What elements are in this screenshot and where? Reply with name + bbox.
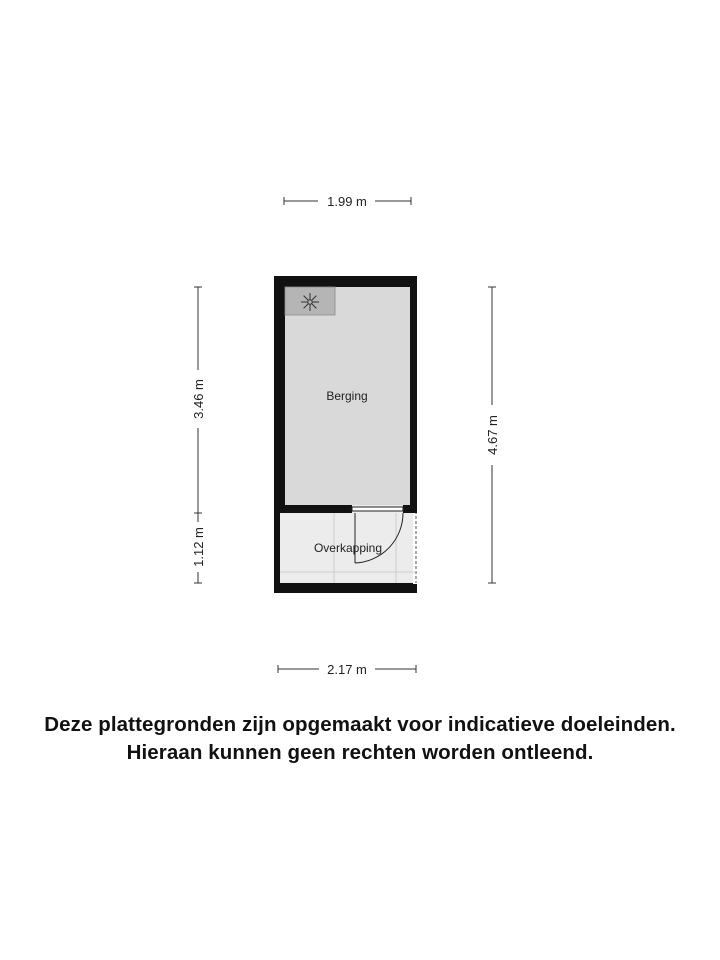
disclaimer-line-2: Hieraan kunnen geen rechten worden ontleend. (126, 741, 594, 764)
ventilation-fan-icon (285, 287, 335, 315)
dimension-bottom-label: 2.17 m (327, 662, 367, 677)
dimension-top-label: 1.99 m (327, 194, 367, 209)
dimension-left-upper-label: 3.46 m (191, 379, 206, 419)
room-label-storage: Berging (326, 389, 368, 403)
dimension-left-lower-label: 1.12 m (191, 527, 206, 567)
dimension-right-label: 4.67 m (485, 415, 500, 455)
room-label-canopy: Overkapping (313, 541, 383, 555)
disclaimer-line-1: Deze plattegronden zijn opgemaakt voor indicatieve doeleinden. (44, 713, 676, 736)
